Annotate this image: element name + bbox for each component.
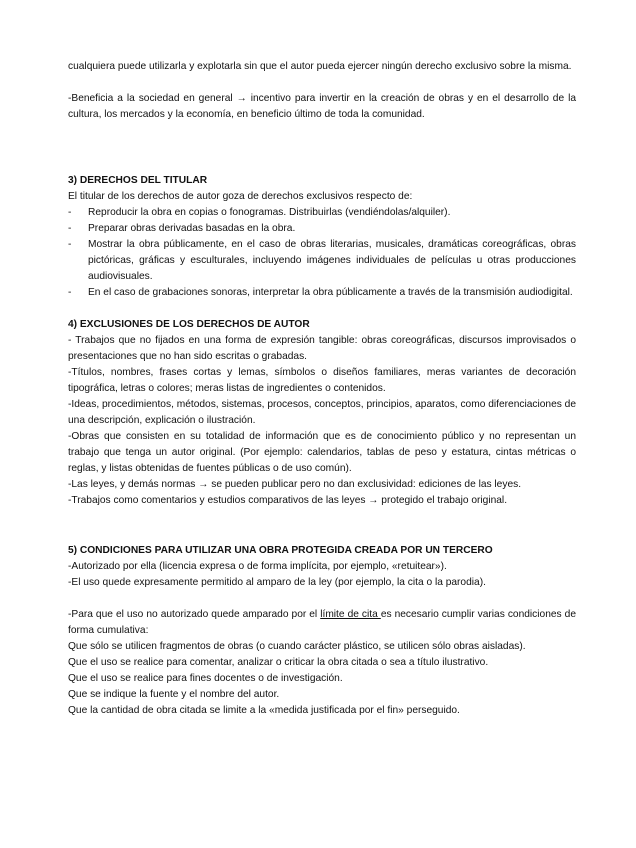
section-title: 3) DERECHOS DEL TITULAR xyxy=(68,175,208,186)
list-item: - En el caso de grabaciones sonoras, interpretar la obra públicamente a través de la transmisión audiodigital. xyxy=(68,285,576,301)
limite-cita-link[interactable]: límite de cita xyxy=(320,609,381,620)
cita-text-after: es necesario cumplir varias condiciones de forma cumulativa: xyxy=(68,609,576,636)
condition-item: Que sólo se utilicen fragmentos de obras (o cuando carácter plástico, se utilicen sólo obras aisladas). xyxy=(68,641,526,652)
exclusion-paragraph: -Obras que consisten en su totalidad de información que es de conocimiento público y no representan un trabajo que tenga un autor original. (Por ejemplo: calendarios, tablas de peso y estatura, cintas métricas o reglas, y listas obtenidas de fuentes públicas o de uso común). xyxy=(68,431,576,474)
intro-paragraph: cualquiera puede utilizarla y explotarla sin que el autor pueda ejercer ningún derecho exclusivo sobre la misma. xyxy=(68,61,572,72)
exclusion-paragraph: - Trabajos que no fijados en una forma de expresión tangible: obras coreográficas, discursos improvisados o presentaciones que no han sido escritas o grabadas. xyxy=(68,335,576,362)
condition-line: -Autorizado por ella (licencia expresa o de forma implícita, por ejemplo, «retuitear»). xyxy=(68,561,447,572)
rights-list xyxy=(68,205,576,301)
exclusion-paragraph: -Ideas, procedimientos, métodos, sistemas, procesos, conceptos, principios, aparatos, como diferenciaciones de una descripción, explicación o ilustración. xyxy=(68,399,576,426)
list-item: - Mostrar la obra públicamente, en el caso de obras literarias, musicales, dramáticas coreográficas, obras pictóricas, gráficas y esculturales, incluyendo imágenes individuales de películas u otras producciones audiovisuales. xyxy=(68,237,576,285)
condition-item: Que se indique la fuente y el nombre del autor. xyxy=(68,689,280,700)
exclusion-paragraph: -Trabajos como comentarios y estudios comparativos de las leyes → protegido el trabajo original. xyxy=(68,495,508,506)
cita-paragraph xyxy=(68,607,576,639)
list-item: - Preparar obras derivadas basadas en la obra. xyxy=(68,221,576,237)
condition-item: Que el uso se realice para fines docentes o de investigación. xyxy=(68,673,343,684)
cita-text-before: -Para que el uso no autorizado quede amparado por el xyxy=(68,609,321,620)
section-exclusiones xyxy=(68,317,576,509)
exclusion-paragraph: -Las leyes, y demás normas → se pueden publicar pero no dan exclusividad: ediciones de las leyes. xyxy=(68,479,522,490)
intro-benefit-paragraph: -Beneficia a la sociedad en general → incentivo para invertir en la creación de obras y en el desarrollo de la cultura, los mercados y la economía, en beneficio último de toda la comunidad. xyxy=(68,93,576,120)
condition-line: -El uso quede expresamente permitido al amparo de la ley (por ejemplo, la cita o la parodia). xyxy=(68,577,486,588)
condition-item: Que el uso se realice para comentar, analizar o criticar la obra citada o sea a título ilustrativo. xyxy=(68,657,489,668)
condition-item: Que la cantidad de obra citada se limite a la «medida justificada por el fin» perseguido. xyxy=(68,705,460,716)
section-derechos-titular xyxy=(68,173,576,301)
list-item: - Reproducir la obra en copias o fonogramas. Distribuirlas (vendiéndolas/alquiler). xyxy=(68,205,576,221)
exclusion-paragraph: -Títulos, nombres, frases cortas y lemas, símbolos o diseños familiares, meras variantes de decoración tipográfica, letras o colores; meras listas de ingredientes o contenidos. xyxy=(68,367,576,394)
section-lead: El titular de los derechos de autor goza de derechos exclusivos respecto de: xyxy=(68,191,413,202)
section-title: 5) CONDICIONES PARA UTILIZAR UNA OBRA PROTEGIDA CREADA POR UN TERCERO xyxy=(68,545,493,556)
section-title: 4) EXCLUSIONES DE LOS DERECHOS DE AUTOR xyxy=(68,319,310,330)
section-condiciones xyxy=(68,543,576,719)
